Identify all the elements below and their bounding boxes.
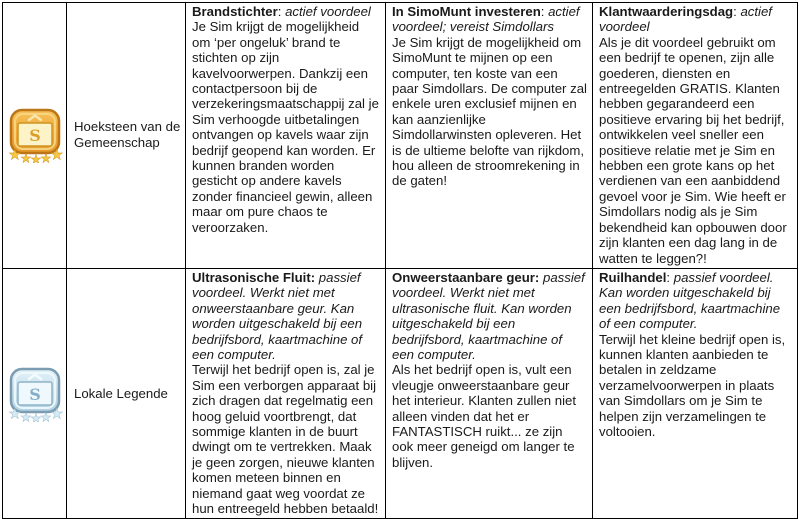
perk-title: Ruilhandel <box>599 269 667 285</box>
rank-name-cell <box>67 268 186 519</box>
perk-description-cell <box>386 3 593 269</box>
perks-table <box>2 2 798 519</box>
svg-text:★: ★ <box>20 410 31 422</box>
rank-name: Hoeksteen van de Gemeenschap <box>74 119 181 151</box>
perk-separator: : <box>666 269 674 285</box>
perk-title: Brandstichter <box>192 4 278 19</box>
perk-type: passief voordeel. Werkt niet met ultrasonische fluit. Kan worden uitgeschakeld bij een bedrijfsbord, kaartmachine of een computer. <box>392 269 585 362</box>
table-row <box>3 268 798 519</box>
simoleon-letter: S <box>28 384 41 404</box>
perk-body: Als je dit voordeel gebruikt om een bedrijf te openen, zijn alle goederen, diensten en entreegelden GRATIS. Klanten hebben gegarandeerd een positieve ervaring bij het bedrijf, ontwikkelen veel sneller een positieve relatie met je Sim en hebben een grote kans op het verdienen van een aanbiddend gevoel voor je Sim. Wie heeft er Simdollars nodig als je Sim bekendheid kan opbouwen door zijn klanten een dag lang in de watten te leggen?! <box>599 34 787 266</box>
perk-type: actief voordeel <box>285 4 371 19</box>
perk-title: Klantwaarderingsdag <box>599 4 734 19</box>
svg-text:★: ★ <box>50 148 63 164</box>
perk-title: In SimoMunt investeren <box>392 4 541 19</box>
perk-body: Je Sim krijgt de mogelijkheid om ‘per ongeluk’ brand te stichten op zijn kavelvoorwerpen. Dankzij een contactpersoon bij de verzekeringsmaatschappij zal je Sim verhoogde uitbetalingen ontvangen op kavels waar zijn bedrijf geopend kan worden. Er kunnen branden worden gesticht op andere kavels zonder financieel gewin, alleen maar om pure chaos te veroorzaken. <box>192 19 379 235</box>
rank-badge-cell <box>3 3 67 269</box>
perk-title: Ultrasonische Fluit: <box>192 269 316 285</box>
perk-separator: : <box>540 4 549 19</box>
rank-name: Lokale Legende <box>74 385 168 401</box>
perk-type: passief voordeel. Kan worden uitgeschakeld bij een bedrijfsbord, kaartmachine of een computer. <box>599 269 781 332</box>
svg-text:★: ★ <box>30 411 41 422</box>
perk-type: actief voordeel; vereist Simdollars <box>392 4 580 35</box>
perk-body: Terwijl het kleine bedrijf open is, kunnen klanten aanbieden te betalen in zeldzame verzamelvoorwerpen in plaats van Simdollars om je Sim te helpen zijn verzamelingen te voltooien. <box>599 331 786 439</box>
svg-text:★: ★ <box>40 152 51 164</box>
svg-text:★: ★ <box>50 406 63 422</box>
perk-type: actief voordeel <box>599 4 772 35</box>
gold-badge-icon <box>7 107 63 163</box>
perk-description-cell <box>186 268 386 519</box>
svg-text:★: ★ <box>30 153 41 164</box>
perk-title: Onweerstaanbare geur: <box>392 269 540 285</box>
perk-body: Als het bedrijf open is, vult een vleugje onweerstaanbare geur het interieur. Klanten zullen niet alleen vinden dat het er FANTASTISCH ruikt... ze zijn ook meer geneigd om langer te blijven. <box>392 362 577 470</box>
perk-body: Terwijl het bedrijf open is, zal je Sim een verborgen apparaat bij zich dragen dat regelmatig een hoog geluid voortbrengt, dat sommige klanten in de buurt dwingt om te vertrekken. Maak je geen zorgen, nieuwe klanten komen meteen binnen en niemand gaat weg voordat ze hun entreegeld hebben betaald! <box>192 362 379 516</box>
perk-description-cell <box>386 268 593 519</box>
rank-badge-cell <box>3 268 67 519</box>
perk-description-cell <box>593 268 798 519</box>
svg-text:★: ★ <box>40 410 51 422</box>
perk-description-cell <box>186 3 386 269</box>
perk-separator: : <box>733 4 741 19</box>
svg-text:★: ★ <box>8 148 21 164</box>
simoleon-letter: S <box>28 126 41 146</box>
perk-body: Je Sim krijgt de mogelijkheid om SimoMunt te mijnen op een computer, ten koste van een paar Simdollars. De computer zal enkele uren exclusief mijnen en kan aanzienlijke Simdollarwinsten opleveren. Het is de ultieme belofte van rijkdom, hou alleen de stroomrekening in de gaten! <box>392 34 587 189</box>
svg-text:★: ★ <box>20 152 31 164</box>
perk-type: passief voordeel. Werkt niet met onweerstaanbare geur. Kan worden uitgeschakeld bij een bedrijfsbord, kaartmachine of een computer. <box>192 269 363 362</box>
svg-text:★: ★ <box>8 406 21 422</box>
table-row <box>3 3 798 269</box>
perk-separator: : <box>277 4 286 19</box>
perk-description-cell <box>593 3 798 269</box>
silver-badge-icon <box>7 366 63 422</box>
rank-name-cell <box>67 3 186 269</box>
